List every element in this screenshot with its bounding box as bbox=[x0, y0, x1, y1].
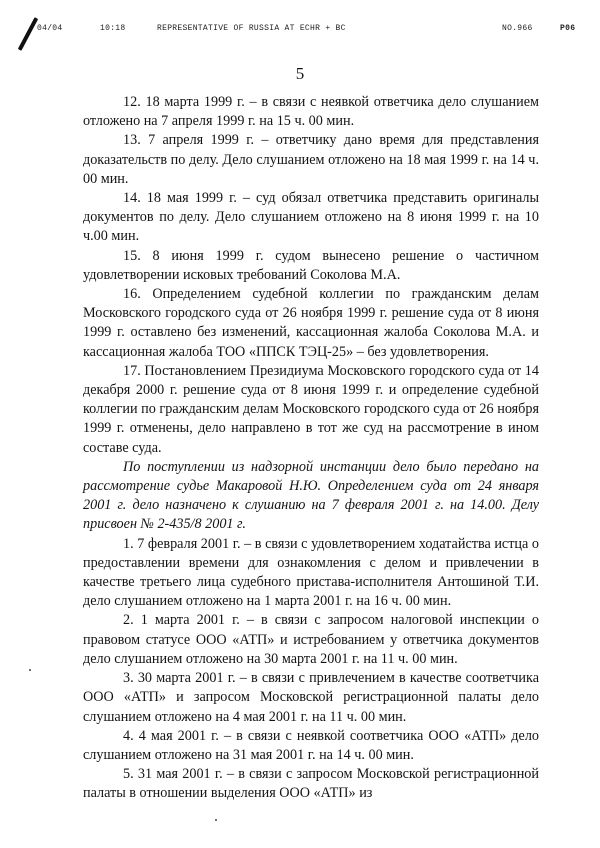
paragraph-13: 13. 7 апреля 1999 г. – ответчику дано время для представления доказательств по делу. Дело слушанием отложено на 18 мая 1999 г. на 14 ч. 00 мин. bbox=[83, 132, 539, 187]
paragraph-15: 15. 8 июня 1999 г. судом вынесено решение о частичном удовлетворении исковых требований Соколова М.А. bbox=[83, 247, 539, 283]
paragraph-14: 14. 18 мая 1999 г. – суд обязал ответчика представить оригиналы документов по делу. Дело слушанием отложено на 8 июня 1999 г. на 10 ч.00 мин. bbox=[83, 190, 539, 245]
fax-date: 04/04 bbox=[37, 24, 63, 33]
fax-time: 10:18 bbox=[100, 24, 126, 33]
paragraph-16: 16. Определением судебной коллегии по гражданским делам Московского городского суда от 26 ноября 1999 г. решение суда от 8 июня 1999 г. оставлено без изменений, кассационная жалоба Соколова М.А. и кассационная жалоба ТОО «ППСК ТЭЦ-25» – без удовлетворения. bbox=[83, 286, 539, 360]
scan-speck bbox=[215, 819, 217, 821]
fax-page-code: P06 bbox=[560, 24, 576, 33]
fax-number: NO.966 bbox=[502, 24, 533, 33]
paragraph-hearing-1: 1. 7 февраля 2001 г. – в связи с удовлетворением ходатайства истца о предоставлении времени для ознакомления с делом и привлечении в качестве третьего лица судебного пристава-исполнителя Антошиной Т.И. дело слушанием отложено на 1 марта 2001 г. на 16 ч. 00 мин. bbox=[83, 535, 539, 610]
paragraph-hearing-2: 2. 1 марта 2001 г. – в связи с запросом налоговой инспекции о правовом статусе ООО «АТП» и истребованием у ответчика документов дело слушанием отложено на 30 марта 2001 г. на 11 ч. 00 мин. bbox=[83, 612, 539, 667]
paragraph-hearing-5: 5. 31 мая 2001 г. – в связи с запросом Московской регистрационной палаты в отношении выделения ООО «АТП» из bbox=[83, 766, 539, 802]
paragraph-supervisory-note: По поступлении из надзорной инстанции дело было передано на рассмотрение судье Макаровой Н.Ю. Определением суда от 24 января 2001 г. дело назначено к слушанию на 7 февраля 2001 г. на 14.00. Делу присвоен № 2-435/8 2001 г. bbox=[83, 458, 539, 533]
fax-header bbox=[0, 24, 600, 38]
page-number: 5 bbox=[295, 64, 305, 83]
paragraph-hearing-4: 4. 4 мая 2001 г. – в связи с неявкой соответчика ООО «АТП» дело слушанием отложено на 31 мая 2001 г. на 14 ч. 00 мин. bbox=[83, 727, 539, 763]
paragraph-17: 17. Постановлением Президиума Московского городского суда от 14 декабря 2000 г. решение суда от 8 июня 1999 г. и определение судебной коллегии по гражданским делам Московского городского суда от 26 ноября 1999 г. отменены, дело направлено в тот же суд на рассмотрение в ином составе суда. bbox=[83, 362, 539, 456]
fax-sender: REPRESENTATIVE OF RUSSIA AT ECHR + BC bbox=[157, 24, 346, 33]
paragraph-12: 12. 18 марта 1999 г. – в связи с неявкой ответчика дело слушанием отложено на 7 апреля 1999 г. на 15 ч. 00 мин. bbox=[83, 94, 539, 130]
scan-speck bbox=[29, 669, 31, 671]
document-body bbox=[83, 93, 539, 804]
paragraph-hearing-3: 3. 30 марта 2001 г. – в связи с привлечением в качестве соответчика ООО «АТП» и запросом Московской регистрационной палаты дело слушанием отложено на 4 мая 2001 г. на 11 ч. 00 мин. bbox=[83, 670, 539, 725]
